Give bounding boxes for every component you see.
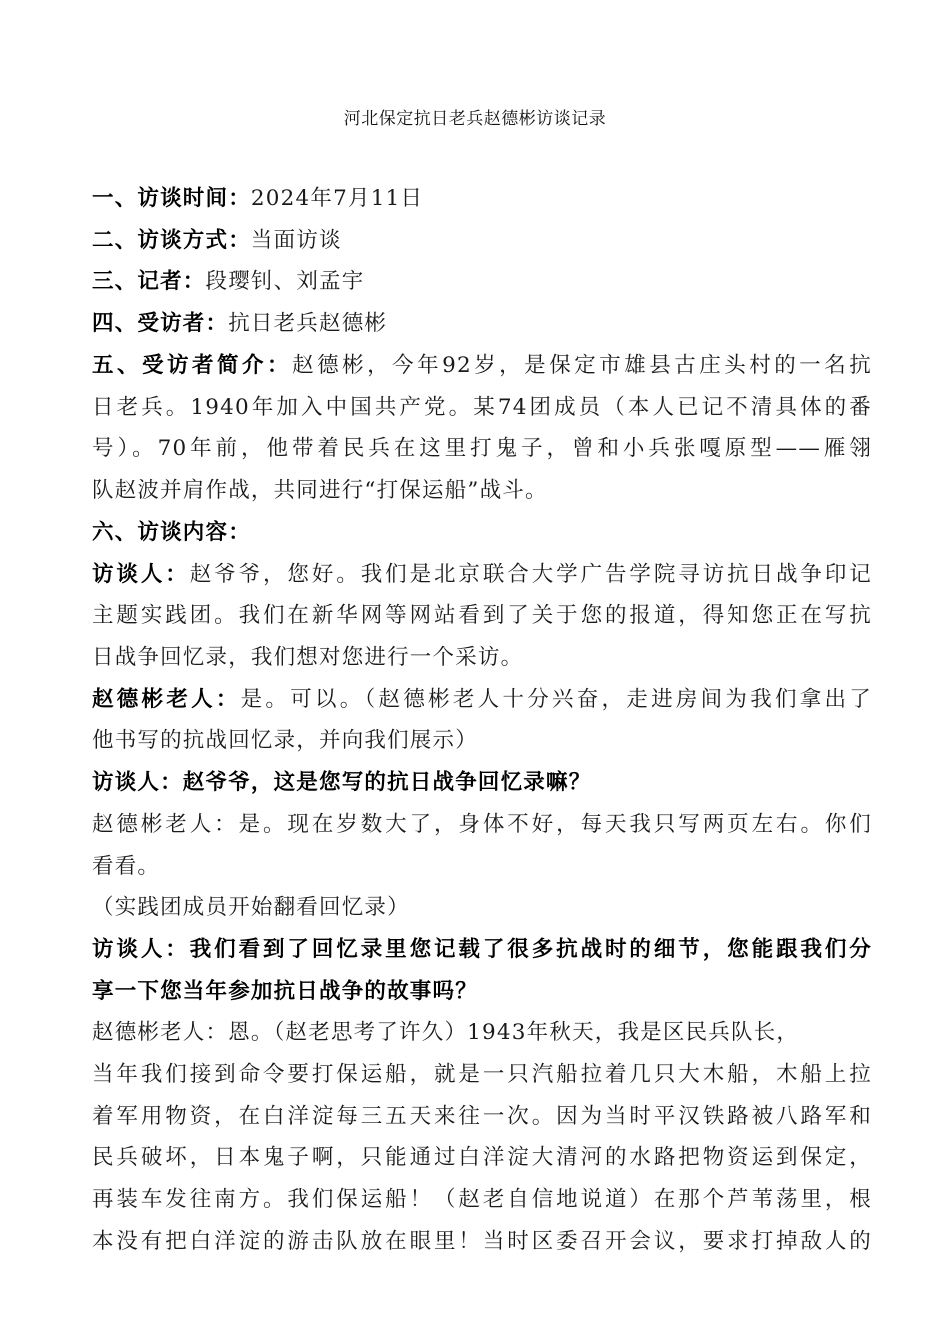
- a1-line-2: 他书写的抗战回忆录，并向我们展示）: [92, 728, 478, 753]
- info-interviewee-value: 抗日老兵赵德彬: [228, 311, 388, 336]
- a3-line-1: 赵德彬老人：恩。（赵老思考了许久）1943年秋天，我是区民兵队长，: [92, 1020, 800, 1045]
- q1-line-3: 日战争回忆录，我们想对您进行一个采访。: [92, 645, 524, 670]
- bio-line-4: 队赵波并肩作战，共同进行“打保运船”战斗。: [92, 478, 548, 503]
- a1-line-1: 赵德彬老人：是。可以。（赵德彬老人十分兴奋，走进房间为我们拿出了: [92, 687, 872, 712]
- info-method: [92, 227, 872, 255]
- a2-line-1: 赵德彬老人：是。现在岁数大了，身体不好，每天我只写两页左右。你们: [92, 812, 872, 837]
- document-title: 河北保定抗日老兵赵德彬访谈记录: [343, 109, 607, 129]
- q3-line-1: 访谈人：我们看到了回忆录里您记载了很多抗战时的细节，您能跟我们分: [92, 937, 872, 962]
- q1-speaker: 访谈人：: [92, 562, 190, 587]
- info-interviewee: [92, 310, 872, 338]
- bio-line-3: 号）。70年前，他带着民兵在这里打鬼子，曾和小兵张嘎原型——雁翎: [92, 436, 872, 461]
- q2-line: 访谈人：赵爷爷，这是您写的抗日战争回忆录嘛？: [92, 770, 592, 795]
- a3-line-5: 再装车发往南方。我们保运船！（赵老自信地说道）在那个芦苇荡里，根: [92, 1187, 872, 1212]
- content-label: 六、访谈内容：: [92, 520, 251, 545]
- a2-line-2: 看看。: [92, 854, 161, 879]
- info-reporters-label: 三、记者：: [92, 269, 206, 294]
- info-method-value: 当面访谈: [250, 228, 342, 253]
- practice-note: （实践团成员开始翻看回忆录）: [92, 895, 410, 920]
- q1-line-2: 主题实践团。我们在新华网等网站看到了关于您的报道，得知您正在写抗: [92, 603, 872, 628]
- a3-line-4: 民兵破坏，日本鬼子啊，只能通过白洋淀大清河的水路把物资运到保定，: [92, 1145, 872, 1170]
- info-method-label: 二、访谈方式：: [92, 228, 251, 253]
- a3-line-3: 着军用物资，在白洋淀每三五天来往一次。因为当时平汉铁路被八路军和: [92, 1104, 872, 1129]
- bio-line-2: 日老兵。1940年加入中国共产党。某74团成员（本人已记不清具体的番: [92, 395, 872, 420]
- info-reporters-value: 段璎钊、刘孟宇: [205, 269, 365, 294]
- info-reporters: [92, 268, 872, 296]
- bio-line-1: 五、受访者简介：赵德彬，今年92岁，是保定市雄县古庄头村的一名抗: [92, 353, 872, 378]
- info-time-value: 2024年7月11日: [250, 186, 424, 211]
- a3-line-6: 本没有把白洋淀的游击队放在眼里！当时区委召开会议，要求打掉敌人的: [92, 1229, 872, 1254]
- info-time: [92, 185, 872, 213]
- a3-line-2: 当年我们接到命令要打保运船，就是一只汽船拉着几只大木船，木船上拉: [92, 1062, 872, 1087]
- info-interviewee-label: 四、受访者：: [92, 311, 229, 336]
- q1-line-1: 访谈人：赵爷爷，您好。我们是北京联合大学广告学院寻访抗日战争印记: [92, 562, 872, 587]
- a1-speaker: 赵德彬老人：: [92, 687, 241, 712]
- bio-label: 五、受访者简介：: [92, 353, 293, 378]
- q3-line-2: 享一下您当年参加抗日战争的故事吗？: [92, 979, 478, 1004]
- info-time-label: 一、访谈时间：: [92, 186, 251, 211]
